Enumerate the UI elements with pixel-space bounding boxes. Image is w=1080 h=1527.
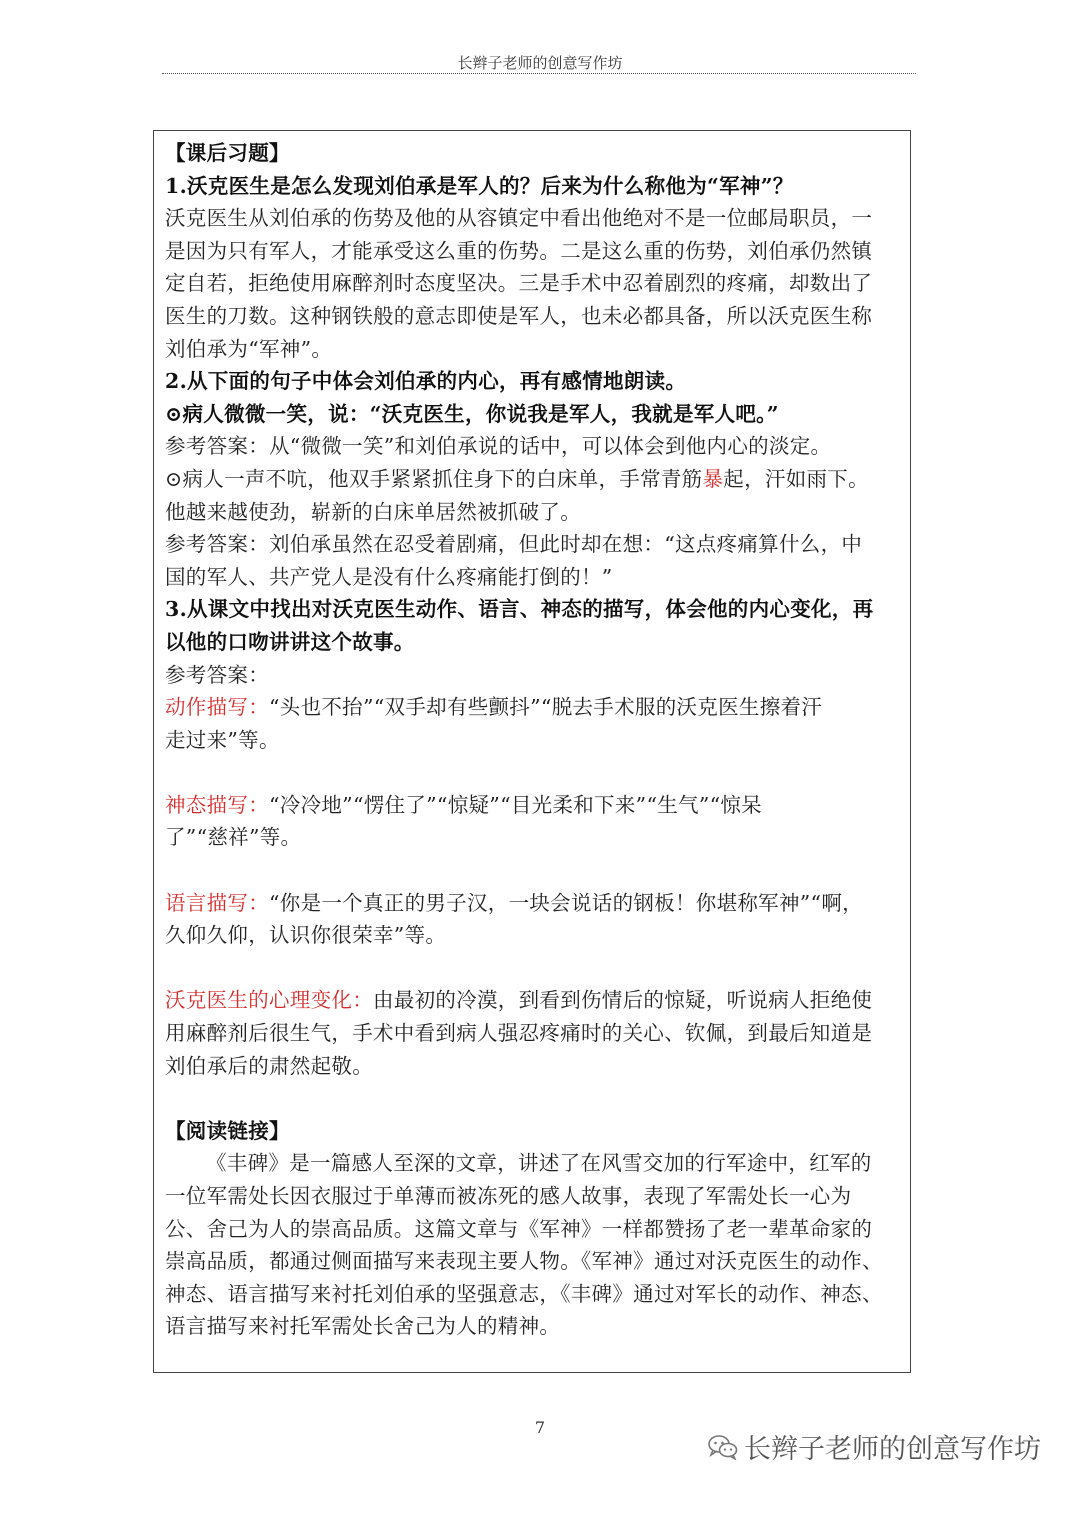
question-2-answer-1: 参考答案：从“微微一笑”和刘伯承说的话中，可以体会到他内心的淡定。 (165, 434, 832, 459)
sentence-2-after: 起，汗如雨下。 (723, 466, 869, 491)
psychology-description-cont: 用麻醉剂后很生气，手术中看到病人强忍疼痛时的关心、钦佩，到最后知道是 (165, 1021, 873, 1046)
reading-line: 崇高品质，都通过侧面描写来表现主要人物。《军神》通过对沃克医生的动作、 (165, 1249, 883, 1274)
header-title: 长辫子老师的创意写作坊 (457, 54, 623, 72)
question-2-sentence-2-cont: 他越来越使劲，崭新的白床单居然被抓破了。 (165, 499, 581, 524)
answer-1-line: 医生的刀数。这种钢铁般的意志即使是军人，也未必都具备，所以沃克医生称 (165, 303, 873, 328)
page-number: 7 (534, 1418, 546, 1437)
action-text: “头也不抬”“双手却有些颤抖”“脱去手术服的沃克医生擦着汗 (269, 695, 823, 720)
watermark-text: 长辫子老师的创意写作坊 (744, 1434, 1041, 1465)
sentence-2-highlight: 暴 (702, 466, 724, 491)
header-divider (162, 73, 916, 74)
reading-line: 语言描写来衬托军需处长舍己为人的精神。 (165, 1314, 561, 1339)
action-description (165, 691, 901, 724)
spacer (165, 854, 901, 887)
reading-line: 一位军需处长因衣服过于单薄而被冻死的感人故事，表现了军需处长一心为 (165, 1184, 852, 1208)
question-3-line: 3.从课文中找出对沃克医生动作、语言、神态的描写，体会他的内心变化，再 (165, 597, 874, 622)
expression-text: “冷冷地”“愣住了”“惊疑”“目光柔和下来”“生气”“惊呆 (269, 792, 762, 817)
question-2-sentence-2 (165, 463, 901, 496)
expression-description-cont: 了”“慈祥”等。 (165, 825, 302, 850)
wechat-icon (708, 1434, 738, 1460)
language-description-cont: 久仰久仰，认识你很荣幸”等。 (165, 923, 447, 948)
reading-line: 神态、语言描写来衬托刘伯承的坚强意志，《丰碑》通过对军长的动作、神态、 (165, 1281, 883, 1306)
reading-heading: 【阅读链接】 (165, 1118, 290, 1143)
question-2: 2.从下面的句子中体会刘伯承的内心，再有感情地朗读。 (165, 369, 687, 394)
homework-heading: 【课后习题】 (165, 141, 290, 165)
language-label: 语言描写： (165, 890, 269, 915)
reading-line: 《丰碑》是一篇感人至深的文章，讲述了在风雪交加的行军途中，红军的 (206, 1151, 872, 1176)
psychology-description-cont: 刘伯承后的肃然起敬。 (165, 1053, 373, 1078)
watermark (708, 1427, 1041, 1466)
answer-1-line: 沃克医生从刘伯承的伤势及他的从容镇定中看出他绝对不是一位邮局职员，一 (165, 206, 873, 231)
spacer (165, 756, 901, 789)
psychology-text: 由最初的冷漠，到看到伤情后的惊疑，听说病人拒绝使 (373, 988, 873, 1013)
question-2-sentence-1: ⊙病人微微一笑，说：“沃克医生，你说我是军人，我就是军人吧。” (165, 401, 779, 426)
sentence-2-before: ⊙病人一声不吭，他双手紧紧抓住身下的白床单，手常青筋 (165, 466, 703, 491)
action-label: 动作描写： (165, 695, 269, 720)
psychology-description (165, 984, 901, 1017)
answer-1-line: 定自若，拒绝使用麻醉剂时态度坚决。三是手术中忍着剧烈的疼痛，却数出了 (165, 271, 873, 296)
question-2-answer-2-line: 参考答案：刘伯承虽然在忍受着剧痛，但此时却在想：“这点疼痛算什么，中 (165, 532, 863, 557)
question-3-reference-label: 参考答案： (165, 662, 269, 687)
psychology-label: 沃克医生的心理变化： (165, 988, 373, 1013)
answer-1-line: 刘伯承为“军神”。 (165, 336, 333, 361)
question-3-line: 以他的口吻讲讲这个故事。 (165, 629, 415, 654)
content-box (153, 130, 911, 1373)
answer-1-line: 是因为只有军人，才能承受这么重的伤势。二是这么重的伤势，刘伯承仍然镇 (165, 238, 873, 263)
language-description (165, 887, 901, 920)
language-text: “你是一个真正的男子汉，一块会说话的钢板！你堪称军神”“啊， (269, 890, 863, 915)
spacer (165, 1082, 901, 1115)
spacer (165, 952, 901, 985)
action-description-cont: 走过来”等。 (165, 727, 280, 752)
question-1: 1.沃克医生是怎么发现刘伯承是军人的？后来为什么称他为“军神”？ (165, 173, 794, 198)
expression-description (165, 789, 901, 822)
question-2-answer-2-line: 国的军人、共产党人是没有什么疼痛能打倒的！” (165, 564, 613, 589)
expression-label: 神态描写： (165, 792, 269, 817)
reading-line: 公、舍己为人的崇高品质。这篇文章与《军神》一样都赞扬了老一辈革命家的 (165, 1216, 873, 1241)
